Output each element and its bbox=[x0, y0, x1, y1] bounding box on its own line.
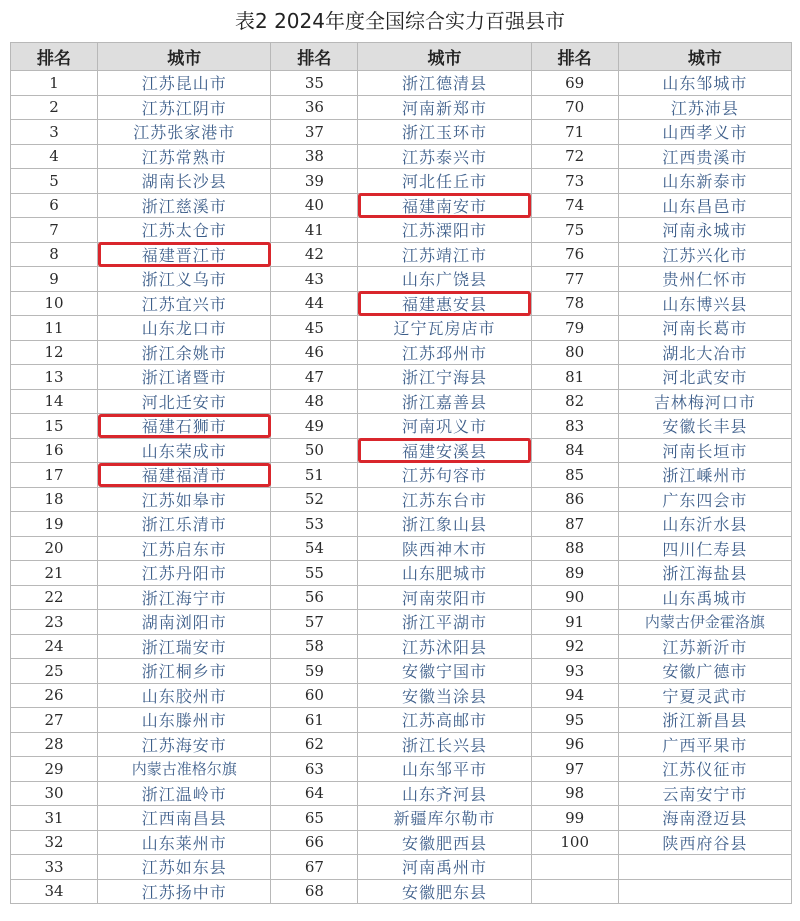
rank-cell: 26 bbox=[11, 683, 98, 708]
header-row bbox=[11, 43, 792, 71]
rank-cell: 98 bbox=[531, 781, 618, 806]
city-cell: 河北任丘市 bbox=[358, 169, 531, 194]
city-cell: 浙江桐乡市 bbox=[98, 659, 271, 684]
city-cell: 贵州仁怀市 bbox=[618, 267, 791, 292]
rank-cell: 8 bbox=[11, 242, 98, 267]
table-row bbox=[11, 365, 792, 390]
rank-cell: 78 bbox=[531, 291, 618, 316]
table-row bbox=[11, 169, 792, 194]
table-row bbox=[11, 806, 792, 831]
rank-cell: 60 bbox=[271, 683, 358, 708]
rank-cell: 23 bbox=[11, 610, 98, 635]
table-row bbox=[11, 340, 792, 365]
city-cell: 江苏如东县 bbox=[98, 855, 271, 880]
rank-cell: 56 bbox=[271, 585, 358, 610]
city-cell: 辽宁瓦房店市 bbox=[358, 316, 531, 341]
rank-cell: 32 bbox=[11, 830, 98, 855]
rank-cell: 11 bbox=[11, 316, 98, 341]
city-cell: 河北迁安市 bbox=[98, 389, 271, 414]
city-cell: 江苏兴化市 bbox=[618, 242, 791, 267]
city-cell: 内蒙古伊金霍洛旗 bbox=[618, 610, 791, 635]
city-cell: 浙江新昌县 bbox=[618, 708, 791, 733]
rank-cell: 31 bbox=[11, 806, 98, 831]
rank-cell: 27 bbox=[11, 708, 98, 733]
rank-cell: 93 bbox=[531, 659, 618, 684]
rank-cell: 15 bbox=[11, 414, 98, 439]
city-cell: 广西平果市 bbox=[618, 732, 791, 757]
table-row bbox=[11, 610, 792, 635]
table-row bbox=[11, 95, 792, 120]
header-city: 城市 bbox=[98, 43, 271, 71]
rank-cell: 63 bbox=[271, 757, 358, 782]
city-cell: 江苏仪征市 bbox=[618, 757, 791, 782]
city-cell: 江苏溧阳市 bbox=[358, 218, 531, 243]
rank-cell: 69 bbox=[531, 71, 618, 96]
rank-cell bbox=[531, 855, 618, 880]
rank-cell: 51 bbox=[271, 463, 358, 488]
table-row bbox=[11, 144, 792, 169]
rank-cell: 13 bbox=[11, 365, 98, 390]
city-cell: 江苏宜兴市 bbox=[98, 291, 271, 316]
rank-cell: 79 bbox=[531, 316, 618, 341]
city-cell: 江苏张家港市 bbox=[98, 120, 271, 145]
header-rank: 排名 bbox=[11, 43, 98, 71]
city-cell bbox=[618, 879, 791, 904]
city-cell: 浙江温岭市 bbox=[98, 781, 271, 806]
city-cell: 山东沂水县 bbox=[618, 512, 791, 537]
ranking-table bbox=[10, 42, 792, 904]
city-cell: 河南长葛市 bbox=[618, 316, 791, 341]
city-cell: 山东广饶县 bbox=[358, 267, 531, 292]
city-cell: 浙江德清县 bbox=[358, 71, 531, 96]
city-cell: 河北武安市 bbox=[618, 365, 791, 390]
rank-cell: 21 bbox=[11, 561, 98, 586]
city-cell: 浙江义乌市 bbox=[98, 267, 271, 292]
rank-cell: 10 bbox=[11, 291, 98, 316]
rank-cell: 90 bbox=[531, 585, 618, 610]
city-cell: 河南长垣市 bbox=[618, 438, 791, 463]
city-cell: 河南禹州市 bbox=[358, 855, 531, 880]
city-cell-highlighted: 福建南安市 bbox=[358, 193, 531, 218]
table-title: 表2 2024年度全国综合实力百强县市 bbox=[235, 9, 565, 33]
city-cell: 山东齐河县 bbox=[358, 781, 531, 806]
city-cell: 山东邹城市 bbox=[618, 71, 791, 96]
city-cell-highlighted: 福建石狮市 bbox=[98, 414, 271, 439]
rank-cell: 36 bbox=[271, 95, 358, 120]
table-row bbox=[11, 414, 792, 439]
city-cell: 新疆库尔勒市 bbox=[358, 806, 531, 831]
city-cell: 江苏海安市 bbox=[98, 732, 271, 757]
table-row bbox=[11, 855, 792, 880]
rank-cell: 67 bbox=[271, 855, 358, 880]
city-cell: 浙江嘉善县 bbox=[358, 389, 531, 414]
rank-cell: 1 bbox=[11, 71, 98, 96]
rank-cell: 4 bbox=[11, 144, 98, 169]
table-row bbox=[11, 71, 792, 96]
city-cell: 四川仁寿县 bbox=[618, 536, 791, 561]
city-cell: 浙江余姚市 bbox=[98, 340, 271, 365]
rank-cell: 48 bbox=[271, 389, 358, 414]
city-cell: 浙江玉环市 bbox=[358, 120, 531, 145]
city-cell: 云南安宁市 bbox=[618, 781, 791, 806]
city-cell: 浙江宁海县 bbox=[358, 365, 531, 390]
rank-cell: 96 bbox=[531, 732, 618, 757]
city-cell: 浙江海宁市 bbox=[98, 585, 271, 610]
rank-cell: 14 bbox=[11, 389, 98, 414]
rank-cell: 92 bbox=[531, 634, 618, 659]
rank-cell: 87 bbox=[531, 512, 618, 537]
city-cell: 江苏太仓市 bbox=[98, 218, 271, 243]
city-cell: 安徽肥西县 bbox=[358, 830, 531, 855]
city-cell: 内蒙古准格尔旗 bbox=[98, 757, 271, 782]
rank-cell: 16 bbox=[11, 438, 98, 463]
city-cell: 湖北大冶市 bbox=[618, 340, 791, 365]
rank-cell: 24 bbox=[11, 634, 98, 659]
rank-cell: 40 bbox=[271, 193, 358, 218]
table-row bbox=[11, 732, 792, 757]
city-cell: 山东禹城市 bbox=[618, 585, 791, 610]
city-cell: 山东邹平市 bbox=[358, 757, 531, 782]
table-row bbox=[11, 536, 792, 561]
city-cell: 江苏常熟市 bbox=[98, 144, 271, 169]
city-cell: 陕西神木市 bbox=[358, 536, 531, 561]
city-cell: 河南荥阳市 bbox=[358, 585, 531, 610]
table-row bbox=[11, 830, 792, 855]
rank-cell: 44 bbox=[271, 291, 358, 316]
rank-cell: 53 bbox=[271, 512, 358, 537]
table-row bbox=[11, 879, 792, 904]
rank-cell: 68 bbox=[271, 879, 358, 904]
rank-cell: 29 bbox=[11, 757, 98, 782]
city-cell: 宁夏灵武市 bbox=[618, 683, 791, 708]
city-cell: 浙江慈溪市 bbox=[98, 193, 271, 218]
rank-cell: 50 bbox=[271, 438, 358, 463]
rank-cell: 70 bbox=[531, 95, 618, 120]
table-row bbox=[11, 585, 792, 610]
rank-cell: 22 bbox=[11, 585, 98, 610]
rank-cell: 58 bbox=[271, 634, 358, 659]
rank-cell: 81 bbox=[531, 365, 618, 390]
rank-cell: 99 bbox=[531, 806, 618, 831]
rank-cell: 66 bbox=[271, 830, 358, 855]
rank-cell: 100 bbox=[531, 830, 618, 855]
rank-cell: 52 bbox=[271, 487, 358, 512]
rank-cell: 6 bbox=[11, 193, 98, 218]
rank-cell: 38 bbox=[271, 144, 358, 169]
city-cell: 江苏如皋市 bbox=[98, 487, 271, 512]
rank-cell: 17 bbox=[11, 463, 98, 488]
city-cell: 山西孝义市 bbox=[618, 120, 791, 145]
city-cell: 山东滕州市 bbox=[98, 708, 271, 733]
city-cell: 浙江平湖市 bbox=[358, 610, 531, 635]
table-row bbox=[11, 463, 792, 488]
header-city: 城市 bbox=[618, 43, 791, 71]
city-cell: 安徽当涂县 bbox=[358, 683, 531, 708]
rank-cell: 54 bbox=[271, 536, 358, 561]
city-cell: 广东四会市 bbox=[618, 487, 791, 512]
header-rank: 排名 bbox=[531, 43, 618, 71]
table-body bbox=[11, 71, 792, 904]
rank-cell: 42 bbox=[271, 242, 358, 267]
rank-cell: 18 bbox=[11, 487, 98, 512]
table-row bbox=[11, 389, 792, 414]
rank-cell: 19 bbox=[11, 512, 98, 537]
rank-cell: 20 bbox=[11, 536, 98, 561]
rank-cell: 82 bbox=[531, 389, 618, 414]
rank-cell: 83 bbox=[531, 414, 618, 439]
table-row bbox=[11, 193, 792, 218]
rank-cell: 77 bbox=[531, 267, 618, 292]
rank-cell: 12 bbox=[11, 340, 98, 365]
city-cell bbox=[618, 855, 791, 880]
city-cell: 陕西府谷县 bbox=[618, 830, 791, 855]
city-cell: 江西南昌县 bbox=[98, 806, 271, 831]
city-cell: 江苏东台市 bbox=[358, 487, 531, 512]
table-row bbox=[11, 291, 792, 316]
table-row bbox=[11, 781, 792, 806]
city-cell: 山东新泰市 bbox=[618, 169, 791, 194]
table-row bbox=[11, 512, 792, 537]
rank-cell: 86 bbox=[531, 487, 618, 512]
rank-cell: 84 bbox=[531, 438, 618, 463]
city-cell: 浙江长兴县 bbox=[358, 732, 531, 757]
city-cell: 河南新郑市 bbox=[358, 95, 531, 120]
rank-cell: 74 bbox=[531, 193, 618, 218]
rank-cell: 76 bbox=[531, 242, 618, 267]
city-cell-highlighted: 福建惠安县 bbox=[358, 291, 531, 316]
city-cell: 安徽长丰县 bbox=[618, 414, 791, 439]
rank-cell: 95 bbox=[531, 708, 618, 733]
city-cell: 湖南浏阳市 bbox=[98, 610, 271, 635]
rank-cell: 28 bbox=[11, 732, 98, 757]
city-cell: 江苏靖江市 bbox=[358, 242, 531, 267]
city-cell: 安徽肥东县 bbox=[358, 879, 531, 904]
rank-cell bbox=[531, 879, 618, 904]
city-cell: 江苏昆山市 bbox=[98, 71, 271, 96]
city-cell: 江苏句容市 bbox=[358, 463, 531, 488]
city-cell: 山东龙口市 bbox=[98, 316, 271, 341]
city-cell: 江苏泰兴市 bbox=[358, 144, 531, 169]
rank-cell: 43 bbox=[271, 267, 358, 292]
rank-cell: 25 bbox=[11, 659, 98, 684]
city-cell: 浙江嵊州市 bbox=[618, 463, 791, 488]
table-row bbox=[11, 316, 792, 341]
table-row bbox=[11, 708, 792, 733]
rank-cell: 75 bbox=[531, 218, 618, 243]
city-cell: 山东荣成市 bbox=[98, 438, 271, 463]
table-row bbox=[11, 438, 792, 463]
city-cell: 吉林梅河口市 bbox=[618, 389, 791, 414]
city-cell: 浙江瑞安市 bbox=[98, 634, 271, 659]
city-cell: 江苏沭阳县 bbox=[358, 634, 531, 659]
rank-cell: 88 bbox=[531, 536, 618, 561]
table-row bbox=[11, 218, 792, 243]
rank-cell: 59 bbox=[271, 659, 358, 684]
header-city: 城市 bbox=[358, 43, 531, 71]
city-cell: 江苏沛县 bbox=[618, 95, 791, 120]
city-cell: 安徽宁国市 bbox=[358, 659, 531, 684]
city-cell: 安徽广德市 bbox=[618, 659, 791, 684]
city-cell: 山东博兴县 bbox=[618, 291, 791, 316]
city-cell: 江苏高邮市 bbox=[358, 708, 531, 733]
rank-cell: 46 bbox=[271, 340, 358, 365]
city-cell: 江苏邳州市 bbox=[358, 340, 531, 365]
rank-cell: 37 bbox=[271, 120, 358, 145]
city-cell: 山东莱州市 bbox=[98, 830, 271, 855]
rank-cell: 62 bbox=[271, 732, 358, 757]
table-row bbox=[11, 267, 792, 292]
rank-cell: 61 bbox=[271, 708, 358, 733]
table-row bbox=[11, 561, 792, 586]
rank-cell: 71 bbox=[531, 120, 618, 145]
city-cell: 浙江海盐县 bbox=[618, 561, 791, 586]
city-cell: 江苏新沂市 bbox=[618, 634, 791, 659]
rank-cell: 49 bbox=[271, 414, 358, 439]
city-cell: 江苏丹阳市 bbox=[98, 561, 271, 586]
table-row bbox=[11, 659, 792, 684]
city-cell: 浙江乐清市 bbox=[98, 512, 271, 537]
city-cell: 江苏江阴市 bbox=[98, 95, 271, 120]
rank-cell: 7 bbox=[11, 218, 98, 243]
rank-cell: 57 bbox=[271, 610, 358, 635]
city-cell: 江苏扬中市 bbox=[98, 879, 271, 904]
rank-cell: 94 bbox=[531, 683, 618, 708]
table-row bbox=[11, 634, 792, 659]
rank-cell: 5 bbox=[11, 169, 98, 194]
rank-cell: 34 bbox=[11, 879, 98, 904]
city-cell: 山东肥城市 bbox=[358, 561, 531, 586]
rank-cell: 85 bbox=[531, 463, 618, 488]
rank-cell: 65 bbox=[271, 806, 358, 831]
city-cell: 河南永城市 bbox=[618, 218, 791, 243]
city-cell: 江苏启东市 bbox=[98, 536, 271, 561]
city-cell-highlighted: 福建安溪县 bbox=[358, 438, 531, 463]
city-cell: 湖南长沙县 bbox=[98, 169, 271, 194]
rank-cell: 97 bbox=[531, 757, 618, 782]
rank-cell: 35 bbox=[271, 71, 358, 96]
rank-cell: 91 bbox=[531, 610, 618, 635]
city-cell: 河南巩义市 bbox=[358, 414, 531, 439]
rank-cell: 30 bbox=[11, 781, 98, 806]
city-cell: 山东昌邑市 bbox=[618, 193, 791, 218]
rank-cell: 64 bbox=[271, 781, 358, 806]
rank-cell: 55 bbox=[271, 561, 358, 586]
header-rank: 排名 bbox=[271, 43, 358, 71]
rank-cell: 33 bbox=[11, 855, 98, 880]
city-cell: 浙江诸暨市 bbox=[98, 365, 271, 390]
rank-cell: 45 bbox=[271, 316, 358, 341]
city-cell: 浙江象山县 bbox=[358, 512, 531, 537]
table-row bbox=[11, 487, 792, 512]
rank-cell: 39 bbox=[271, 169, 358, 194]
rank-cell: 47 bbox=[271, 365, 358, 390]
table-row bbox=[11, 242, 792, 267]
rank-cell: 72 bbox=[531, 144, 618, 169]
city-cell-highlighted: 福建福清市 bbox=[98, 463, 271, 488]
city-cell: 江西贵溪市 bbox=[618, 144, 791, 169]
rank-cell: 2 bbox=[11, 95, 98, 120]
table-row bbox=[11, 683, 792, 708]
rank-cell: 41 bbox=[271, 218, 358, 243]
city-cell: 海南澄迈县 bbox=[618, 806, 791, 831]
table-row bbox=[11, 757, 792, 782]
rank-cell: 3 bbox=[11, 120, 98, 145]
rank-cell: 73 bbox=[531, 169, 618, 194]
city-cell: 山东胶州市 bbox=[98, 683, 271, 708]
rank-cell: 89 bbox=[531, 561, 618, 586]
rank-cell: 9 bbox=[11, 267, 98, 292]
table-row bbox=[11, 120, 792, 145]
city-cell-highlighted: 福建晋江市 bbox=[98, 242, 271, 267]
rank-cell: 80 bbox=[531, 340, 618, 365]
